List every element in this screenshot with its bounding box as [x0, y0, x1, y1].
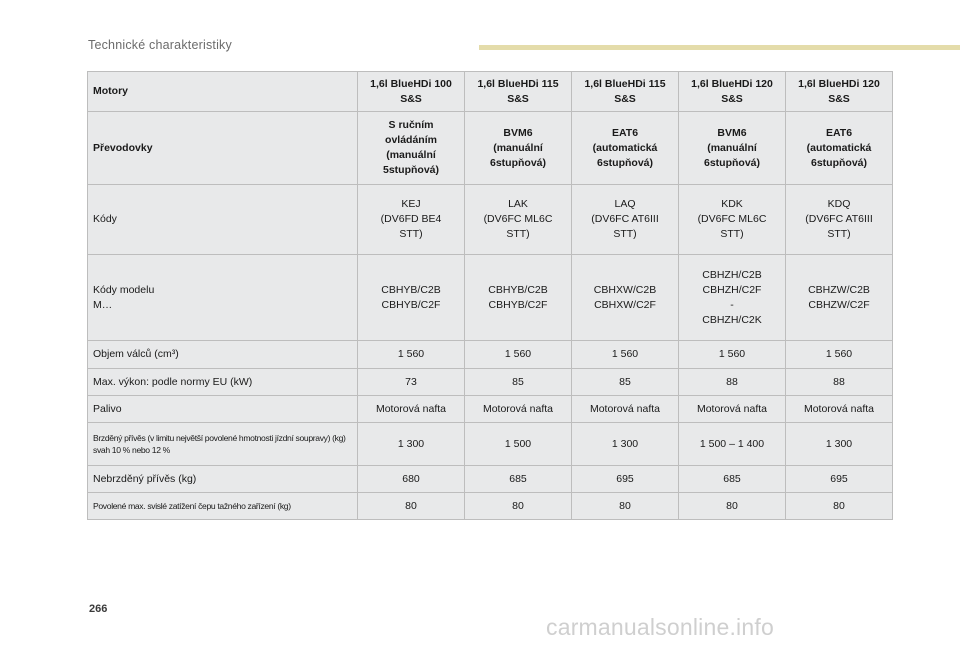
value-cell [679, 369, 786, 396]
value-line: 73 [405, 375, 417, 388]
value-line: (manuální [493, 141, 543, 154]
value-cell [679, 185, 786, 255]
value-line: 695 [616, 472, 634, 485]
value-line: 1 560 [718, 348, 746, 360]
value-line: CBHYB/C2F [488, 298, 548, 311]
value-line: Motorová nafta [375, 402, 447, 415]
value-line: CBHZW/C2B [808, 283, 870, 296]
row-label-line: Kódy modelu [93, 283, 155, 296]
value-line: 1 560 [611, 348, 639, 360]
engine-column-header: 1,6l BlueHDi 115 S&S [465, 72, 572, 112]
value-cell [572, 466, 679, 493]
value-line: 685 [509, 472, 527, 485]
value-line: ovládáním [385, 134, 437, 146]
value-line: 85 [619, 375, 631, 388]
value-line: 5stupňová) [382, 164, 439, 176]
engine-column-header: 1,6l BlueHDi 120 S&S [786, 72, 893, 112]
value-cell [465, 369, 572, 396]
value-cell [465, 112, 572, 185]
value-cell [358, 423, 465, 466]
value-line: 1 300 [397, 437, 425, 450]
value-line: 1 560 [825, 348, 853, 360]
value-cell [679, 493, 786, 520]
value-cell [572, 369, 679, 396]
value-line: 80 [512, 499, 524, 512]
value-cell [679, 396, 786, 423]
value-cell [572, 255, 679, 341]
header-label-cell: Motory [88, 72, 358, 112]
value-cell [786, 466, 893, 493]
value-cell [786, 369, 893, 396]
value-cell [679, 423, 786, 466]
page-number: 266 [89, 603, 108, 615]
value-line: CBHYB/C2B [381, 283, 441, 296]
value-line: BVM6 [717, 126, 747, 139]
value-cell [358, 369, 465, 396]
row-label-line: Kódy [93, 213, 117, 225]
specifications-table-body [88, 72, 893, 520]
row-label-cell [88, 466, 358, 493]
value-cell [465, 493, 572, 520]
table-row [88, 369, 893, 396]
value-line: 6stupňová) [596, 156, 653, 169]
value-line: KEJ [401, 198, 421, 210]
value-cell [358, 493, 465, 520]
value-cell [786, 493, 893, 520]
value-line: 685 [723, 472, 741, 485]
row-label-line: Max. výkon: podle normy EU (kW) [93, 375, 253, 388]
value-line: BVM6 [503, 126, 533, 139]
value-cell [679, 466, 786, 493]
value-line: 6stupňová) [489, 156, 546, 169]
row-label-line: Převodovky [93, 141, 153, 154]
row-label-line: Palivo [93, 402, 122, 415]
value-line: CBHZH/C2B [702, 268, 762, 281]
table-row [88, 341, 893, 369]
value-cell [786, 185, 893, 255]
value-line: 88 [833, 375, 845, 388]
value-cell [786, 396, 893, 423]
row-label-line: svah 10 % nebo 12 % [93, 445, 170, 455]
value-cell [358, 112, 465, 185]
value-line: CBHXW/C2B [593, 283, 657, 296]
header-accent-bar [479, 45, 960, 50]
value-line: 1 500 [504, 437, 532, 450]
engine-column-header: 1,6l BlueHDi 115 S&S [572, 72, 679, 112]
value-line: Motorová nafta [696, 402, 768, 415]
value-line: (automatická [806, 141, 872, 154]
value-cell [465, 396, 572, 423]
value-cell [679, 255, 786, 341]
value-cell [786, 341, 893, 369]
page-header-title: Technické charakteristiky [88, 38, 232, 52]
table-row [88, 185, 893, 255]
value-line: 1 300 [611, 437, 639, 450]
value-line: 1 300 [825, 437, 853, 450]
value-line: CBHZH/C2F [702, 283, 762, 296]
value-cell [358, 396, 465, 423]
value-cell [465, 255, 572, 341]
value-line: 85 [512, 375, 524, 388]
table-row [88, 493, 893, 520]
value-cell [572, 396, 679, 423]
value-line: STT) [720, 228, 744, 240]
value-cell [358, 255, 465, 341]
value-line: EAT6 [825, 126, 853, 139]
table-row [88, 255, 893, 341]
row-label-cell [88, 185, 358, 255]
value-line: (DV6FC ML6C [483, 213, 553, 225]
value-cell [786, 423, 893, 466]
value-cell [465, 466, 572, 493]
value-line: (DV6FD BE4 [380, 213, 442, 225]
value-line: KDK [721, 198, 743, 210]
value-cell [572, 423, 679, 466]
value-cell [786, 255, 893, 341]
value-line: LAQ [614, 198, 636, 210]
row-label-line: Objem válců (cm³) [93, 348, 179, 360]
value-cell [358, 466, 465, 493]
value-line: CBHYB/C2F [381, 298, 441, 311]
value-line: STT) [506, 228, 530, 240]
value-line: STT) [613, 228, 637, 240]
row-label-line: Povolené max. svislé zatížení čepu tažného zařízení (kg) [93, 501, 291, 511]
row-label-cell [88, 423, 358, 466]
value-line: 6stupňová) [703, 156, 760, 169]
value-line: S ručním [388, 119, 434, 131]
engine-column-header: 1,6l BlueHDi 120 S&S [679, 72, 786, 112]
value-line: LAK [508, 198, 528, 210]
value-cell [465, 185, 572, 255]
row-label-cell [88, 396, 358, 423]
value-line: Motorová nafta [589, 402, 661, 415]
value-line: EAT6 [611, 126, 639, 139]
value-line: 1 500 – 1 400 [699, 437, 765, 450]
value-line: (DV6FC AT6III [591, 213, 659, 225]
value-cell [679, 112, 786, 185]
value-line: 695 [830, 472, 848, 485]
row-label-cell [88, 341, 358, 369]
value-line: 80 [619, 499, 631, 512]
value-line: 80 [726, 499, 738, 512]
value-line: STT) [399, 228, 423, 240]
row-label-cell [88, 255, 358, 341]
value-line: CBHZH/C2K [702, 313, 762, 326]
row-label-cell [88, 112, 358, 185]
value-line: CBHXW/C2F [594, 298, 656, 311]
value-line: 80 [833, 499, 845, 512]
row-label-line: Brzděný přívěs (v limitu největší povolené hmotnosti jízdní soupravy) (kg) [93, 433, 346, 443]
value-cell [572, 112, 679, 185]
value-line: 6stupňová) [810, 156, 867, 169]
value-line: Motorová nafta [482, 402, 554, 415]
table-row [88, 466, 893, 493]
value-line: KDQ [827, 198, 851, 210]
value-cell [679, 341, 786, 369]
value-cell [572, 185, 679, 255]
value-line: Motorová nafta [803, 402, 875, 415]
row-label-cell [88, 369, 358, 396]
value-line: (DV6FC ML6C [697, 213, 767, 225]
value-line: 1 560 [397, 348, 425, 360]
table-row [88, 423, 893, 466]
site-watermark: carmanualsonline.info [546, 614, 774, 640]
specifications-table [87, 71, 893, 520]
value-line: STT) [827, 228, 851, 240]
row-label-line: Nebrzděný přívěs (kg) [93, 472, 197, 485]
value-line: CBHYB/C2B [488, 283, 548, 296]
value-line: (DV6FC AT6III [805, 213, 873, 225]
table-row [88, 112, 893, 185]
value-line: (manuální [386, 149, 436, 161]
value-cell [358, 185, 465, 255]
row-label-cell [88, 493, 358, 520]
value-line: - [730, 298, 734, 311]
value-cell [572, 493, 679, 520]
table-header-row [88, 72, 893, 112]
value-line: (manuální [707, 141, 757, 154]
value-cell [358, 341, 465, 369]
value-cell [465, 423, 572, 466]
value-line: (automatická [592, 141, 658, 154]
value-cell [786, 112, 893, 185]
value-line: 680 [402, 472, 420, 485]
value-line: CBHZW/C2F [808, 298, 870, 311]
value-cell [572, 341, 679, 369]
value-cell [465, 341, 572, 369]
engine-column-header: 1,6l BlueHDi 100 S&S [358, 72, 465, 112]
row-label-line: M… [93, 298, 113, 311]
value-line: 1 560 [504, 348, 532, 360]
value-line: 80 [405, 499, 417, 512]
value-line: 88 [726, 375, 738, 388]
table-row [88, 396, 893, 423]
